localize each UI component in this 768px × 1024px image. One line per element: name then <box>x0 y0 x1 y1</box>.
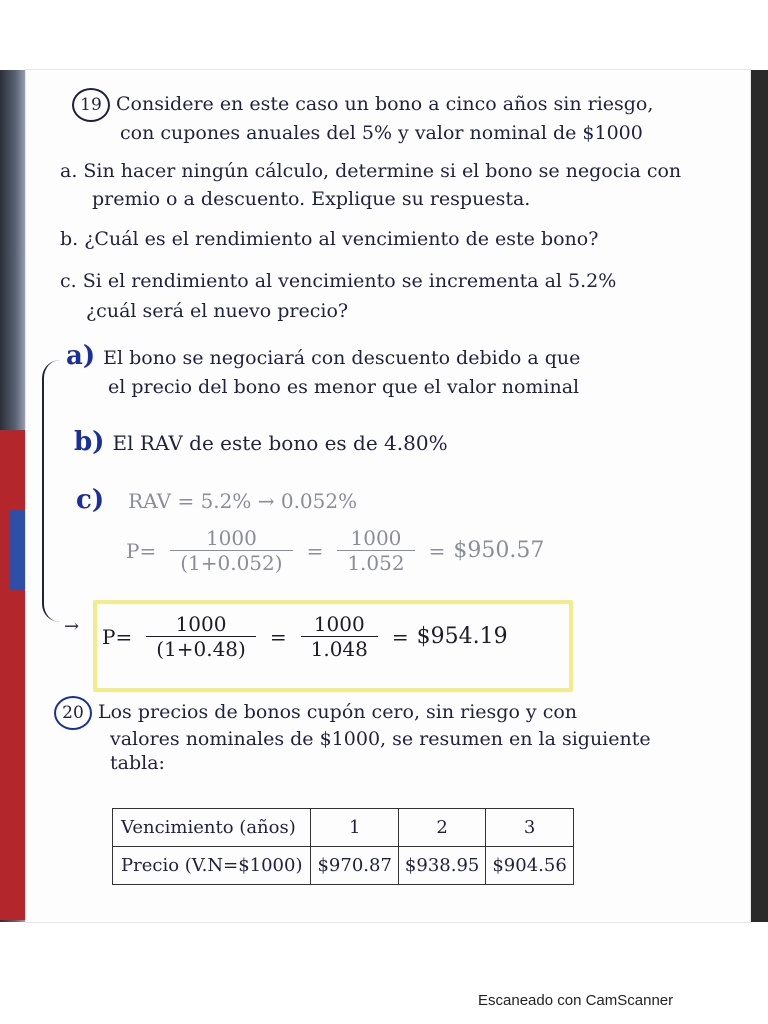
equation-1 <box>126 526 544 575</box>
problem-19-text-1: Considere en este caso un bono a cinco años sin riesgo, <box>116 93 654 115</box>
answer-c <box>76 484 357 517</box>
problem-19-number: 19 <box>72 88 110 122</box>
problem-20-line-2: valores nominales de $1000, se resumen en la siguiente <box>110 728 651 750</box>
table-cell: $904.56 <box>486 847 573 885</box>
problem-20-text-1: Los precios de bonos cupón cero, sin riesgo y con <box>98 701 578 723</box>
question-a-line-1: a. Sin hacer ningún cálculo, determine si el bono se negocia con <box>60 160 682 182</box>
bond-price-table <box>112 808 574 885</box>
answer-c-label: c) <box>76 485 105 515</box>
eq1-numerator-2: 1000 <box>337 526 414 551</box>
problem-20-line-3: tabla: <box>110 752 165 774</box>
problem-20-number: 20 <box>54 696 92 730</box>
answer-c-rav: RAV = 5.2% → 0.052% <box>128 489 358 513</box>
table-row-label: Precio (V.N=$1000) <box>113 847 311 885</box>
eq2-numerator-1: 1000 <box>146 612 256 637</box>
table-cell: $938.95 <box>398 847 485 885</box>
problem-20-line-1 <box>54 696 577 730</box>
answer-b-text: El RAV de este bono es de 4.80% <box>112 431 448 455</box>
eq1-denominator-1: (1+0.052) <box>180 551 283 575</box>
eq1-lhs: P= <box>126 538 157 563</box>
eq2-fraction-2 <box>301 612 378 661</box>
eq2-fraction-1 <box>146 612 256 661</box>
scan-background-object <box>0 430 26 920</box>
eq1-numerator-1: 1000 <box>170 526 292 551</box>
table-row <box>113 847 574 885</box>
question-a-line-2: premio o a descuento. Explique su respuesta. <box>92 188 531 210</box>
eq2-equals: = <box>269 624 287 649</box>
scan-background-right <box>750 70 768 922</box>
problem-19-line-2: con cupones anuales del 5% y valor nominal de $1000 <box>120 122 643 144</box>
eq1-approx: = <box>428 538 446 563</box>
answer-a-line-2: el precio del bono es menor que el valor nominal <box>108 376 580 398</box>
eq2-result: $954.19 <box>416 624 508 649</box>
eq1-result: $950.57 <box>453 538 545 563</box>
eq1-fraction-2 <box>337 526 414 575</box>
eq2-approx: = <box>391 624 409 649</box>
scan-background-left <box>0 70 26 922</box>
answer-a-text-1: El bono se negociará con descuento debido a que <box>103 347 581 369</box>
table-header-cell: 2 <box>398 809 485 847</box>
eq2-lhs: P= <box>102 624 133 649</box>
problem-19-line-1 <box>72 88 653 122</box>
camscanner-watermark: Escaneado con CamScanner <box>478 992 674 1009</box>
eq1-fraction-1 <box>170 526 292 575</box>
table-row <box>113 809 574 847</box>
answer-a-label: a) <box>66 341 96 371</box>
answer-b-label: b) <box>74 427 105 457</box>
arrow-icon: → <box>64 616 80 637</box>
answer-brace <box>42 360 66 622</box>
eq2-numerator-2: 1000 <box>301 612 378 637</box>
eq2-denominator-1: (1+0.48) <box>156 637 246 661</box>
answer-b <box>74 426 448 459</box>
answer-a-line-1 <box>66 340 580 373</box>
table-cell: $970.87 <box>311 847 398 885</box>
eq1-denominator-2: 1.052 <box>347 551 405 575</box>
table-header-label: Vencimiento (años) <box>113 809 311 847</box>
eq1-equals: = <box>306 538 324 563</box>
table-header-cell: 1 <box>311 809 398 847</box>
question-c-line-2: ¿cuál será el nuevo precio? <box>86 300 349 322</box>
eq2-denominator-2: 1.048 <box>310 637 368 661</box>
table-header-cell: 3 <box>486 809 573 847</box>
equation-2 <box>102 612 508 661</box>
question-b: b. ¿Cuál es el rendimiento al vencimiento de este bono? <box>60 228 599 250</box>
scan-background-label <box>10 510 26 590</box>
question-c-line-1: c. Si el rendimiento al vencimiento se incrementa al 5.2% <box>60 270 617 292</box>
